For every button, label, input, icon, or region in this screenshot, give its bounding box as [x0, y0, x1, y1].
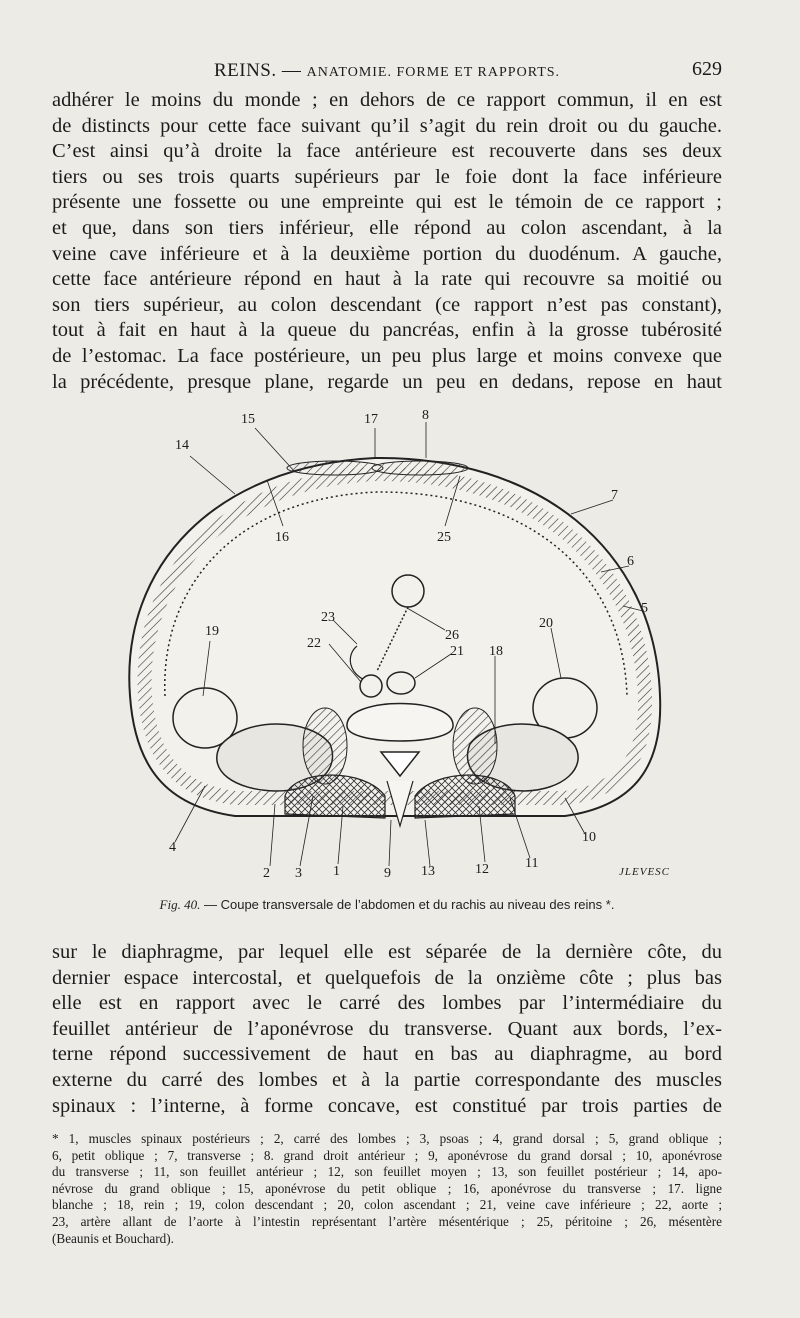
figure-legend-footnote — [52, 1131, 722, 1247]
footnote-line: * 1, muscles spinaux postérieurs ; 2, carré des lombes ; 3, psoas ; 4, grand dorsal ; 5, grand oblique ; — [52, 1131, 722, 1146]
figure-caption-text: — Coupe transversale de l’abdomen et du rachis au niveau des reins *. — [203, 897, 615, 912]
figure-label: 1 — [333, 864, 340, 879]
text-line: de l’estomac. La face postérieure, un peu plus large et moins convexe que — [52, 344, 722, 367]
figure-label: 5 — [641, 601, 648, 616]
running-head-sub: ANATOMIE. FORME ET RAPPORTS. — [306, 65, 561, 80]
text-line: cette face antérieure répond en haut à la rate qui recouvre sa moitié ou — [52, 268, 722, 291]
text-line: elle est en rapport avec le carré des lombes par l’intermédiaire du — [52, 992, 722, 1015]
text-line: terne répond successivement de haut en bas au diaphragme, au bord — [52, 1043, 722, 1066]
figure-label: 23 — [321, 610, 335, 625]
figure-label: 18 — [489, 644, 503, 659]
figure-label: 2 — [263, 866, 270, 881]
text-line: la précédente, presque plane, regarde un peu en dedans, repose en haut — [52, 370, 722, 393]
footnote-line: 23, artère allant de l’aorte à l’intestin représentant l’artère mésentérique ; 25, péritoine ; 26, mésentère — [52, 1213, 722, 1229]
text-line: tout à fait en haut à la queue du pancréas, enfin à la grosse tubérosité — [52, 319, 722, 342]
footnote-line: du transverse ; 11, son feuillet antérieur ; 12, son feuillet moyen ; 13, son feuillet postérieur ; 14, apo- — [52, 1164, 722, 1180]
text-line: C’est ainsi qu’à droite la face antérieure est recouverte dans ses deux — [52, 140, 722, 163]
text-line: présente une fossette ou une empreinte qui est le témoin de ce rapport ; — [52, 191, 722, 214]
text-line: de distincts pour cette face suivant qu’il s’agit du rein droit ou du gauche. — [52, 114, 722, 137]
figure-label: 16 — [275, 530, 289, 545]
footnote-line: 6, petit oblique ; 7, transverse ; 8. grand droit antérieur ; 9, aponévrose du grand dorsal ; 10, aponévrose — [52, 1147, 722, 1163]
figure-label: 9 — [384, 866, 391, 881]
text-line: feuillet antérieur de l’aponévrose du transverse. Quant aux bords, l’ex- — [52, 1017, 722, 1040]
figure-label: 13 — [421, 864, 435, 879]
figure-label: 12 — [475, 862, 489, 877]
figure-label: 6 — [627, 554, 634, 569]
figure-label: 14 — [175, 438, 189, 453]
figure-label: 15 — [241, 412, 255, 427]
footnote-line: blanche ; 18, rein ; 19, colon descendant ; 20, colon ascendant ; 21, veine cave inférieure ; 22, aorte ; — [52, 1197, 722, 1213]
paragraph-bottom — [52, 940, 722, 1119]
figure-label: 3 — [295, 866, 302, 881]
figure-labels — [95, 396, 705, 896]
text-line: et que, dans son tiers inférieur, elle répond au colon ascendant, à la — [52, 216, 722, 239]
figure-label: 8 — [422, 408, 429, 423]
figure-label: 22 — [307, 636, 321, 651]
running-head-main: REINS. — — [213, 60, 302, 81]
text-line: tiers ou ses trois quarts supérieurs par le foie dont la face inférieure — [52, 165, 722, 188]
text-line: spinaux : l’interne, à forme concave, est constitué par trois parties de — [52, 1094, 722, 1117]
page-number: 629 — [692, 58, 722, 80]
figure-label: 4 — [169, 840, 176, 855]
footnote-line: névrose du grand oblique ; 15, aponévrose du petit oblique ; 16, aponévrose du transverse ; 17. ligne — [52, 1180, 722, 1196]
figure-label: 17 — [364, 412, 378, 427]
figure-label: 7 — [611, 488, 618, 503]
figure-caption — [52, 897, 722, 913]
figure-number: Fig. 40. — [159, 897, 201, 912]
figure-label: 25 — [437, 530, 451, 545]
engraver-signature: JLEVESC — [619, 866, 670, 878]
text-line: externe du carré des lombes et à la partie correspondante des muscles — [52, 1068, 722, 1091]
text-line: dernier espace intercostal, et quelquefois de la onzième côte ; plus bas — [52, 966, 722, 989]
figure-label: 10 — [582, 830, 596, 845]
running-head — [52, 58, 722, 84]
figure-label: 26 — [445, 628, 459, 643]
figure-label: 21 — [450, 644, 464, 659]
text-line: sur le diaphragme, par lequel elle est séparée de la dernière côte, du — [52, 941, 722, 963]
footnote-line: (Beaunis et Bouchard). — [52, 1230, 174, 1246]
running-head-title — [52, 60, 722, 82]
paragraph-top — [52, 88, 722, 395]
anatomical-figure — [95, 396, 705, 896]
figure-label: 19 — [205, 624, 219, 639]
text-line: son tiers supérieur, au colon descendant (ce rapport n’est pas constant), — [52, 293, 722, 316]
figure-label: 11 — [525, 856, 539, 871]
figure-label: 20 — [539, 616, 553, 631]
text-line: veine cave inférieure et à la deuxième portion du duodénum. A gauche, — [52, 242, 722, 265]
text-line: adhérer le moins du monde ; en dehors de ce rapport commun, il en est — [52, 89, 722, 111]
